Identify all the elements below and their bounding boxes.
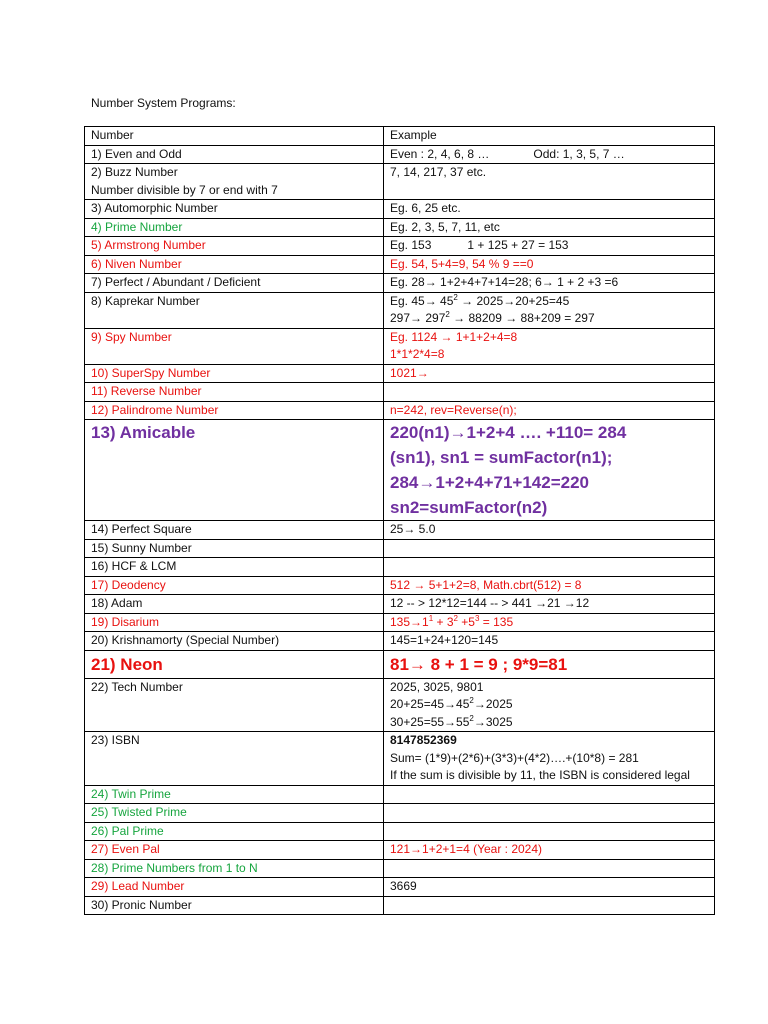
row-name: 15) Sunny Number xyxy=(85,539,384,558)
table-row xyxy=(85,200,715,219)
row-example xyxy=(384,785,715,804)
table-row xyxy=(85,613,715,632)
table-row xyxy=(85,632,715,651)
row-example xyxy=(384,859,715,878)
table-row xyxy=(85,678,715,732)
table-row xyxy=(85,521,715,540)
row-example: Eg. 1124 → 1+1+2+4=8 1*1*2*4=8 xyxy=(384,328,715,364)
row-name: 27) Even Pal xyxy=(85,841,384,860)
row-example: Even : 2, 4, 6, 8 … Odd: 1, 3, 5, 7 … xyxy=(384,145,715,164)
row-name: 18) Adam xyxy=(85,595,384,614)
row-name: 22) Tech Number xyxy=(85,678,384,732)
number-system-table xyxy=(84,126,715,915)
row-example: Eg. 153 1 + 125 + 27 = 153 xyxy=(384,237,715,256)
row-example: 8147852369 Sum= (1*9)+(2*6)+(3*3)+(4*2)….+(10*8) = 281 If the sum is divisible by 11, the ISBN is considered legal xyxy=(384,732,715,786)
row-name: 21) Neon xyxy=(85,650,384,678)
table-header-row xyxy=(85,127,715,146)
table-row xyxy=(85,841,715,860)
row-example: 25→ 5.0 xyxy=(384,521,715,540)
row-example: Eg. 28→ 1+2+4+7+14=28; 6→ 1 + 2 +3 =6 xyxy=(384,274,715,293)
page-title: Number System Programs: xyxy=(91,96,236,110)
table-row xyxy=(85,401,715,420)
row-example: 7, 14, 217, 37 etc. xyxy=(384,164,715,200)
row-example xyxy=(384,539,715,558)
row-example: 220(n1)→1+2+4 …. +110= 284 (sn1), sn1 = sumFactor(n1); 284→1+2+4+71+142=220 sn2=sumFactor(n2) xyxy=(384,420,715,521)
table-row xyxy=(85,576,715,595)
table-row xyxy=(85,328,715,364)
row-name: 4) Prime Number xyxy=(85,218,384,237)
table-row xyxy=(85,292,715,328)
row-name: 26) Pal Prime xyxy=(85,822,384,841)
table-row xyxy=(85,274,715,293)
row-name: 20) Krishnamorty (Special Number) xyxy=(85,632,384,651)
table-row xyxy=(85,383,715,402)
row-name: 29) Lead Number xyxy=(85,878,384,897)
table-row xyxy=(85,804,715,823)
table-row xyxy=(85,732,715,786)
table-row xyxy=(85,539,715,558)
row-example: 512 → 5+1+2=8, Math.cbrt(512) = 8 xyxy=(384,576,715,595)
row-name: 12) Palindrome Number xyxy=(85,401,384,420)
row-example xyxy=(384,558,715,577)
row-example: n=242, rev=Reverse(n); xyxy=(384,401,715,420)
table-row xyxy=(85,878,715,897)
row-name: 16) HCF & LCM xyxy=(85,558,384,577)
table-row xyxy=(85,237,715,256)
row-name: 9) Spy Number xyxy=(85,328,384,364)
row-example: $135\to 1^1 + 3^2 +5^3 = 135$ xyxy=(384,613,715,632)
row-name: 28) Prime Numbers from 1 to N xyxy=(85,859,384,878)
table-row xyxy=(85,255,715,274)
table-row xyxy=(85,896,715,915)
row-example xyxy=(384,383,715,402)
table-row xyxy=(85,785,715,804)
row-example xyxy=(384,822,715,841)
row-example xyxy=(384,896,715,915)
row-example: 145=1+24+120=145 xyxy=(384,632,715,651)
table-row xyxy=(85,164,715,200)
row-name: 7) Perfect / Abundant / Deficient xyxy=(85,274,384,293)
row-name: 8) Kaprekar Number xyxy=(85,292,384,328)
row-example: 81→ 8 + 1 = 9 ; 9*9=81 xyxy=(384,650,715,678)
table-row xyxy=(85,558,715,577)
row-name: 13) Amicable xyxy=(85,420,384,521)
row-example: Eg. 2, 3, 5, 7, 11, etc xyxy=(384,218,715,237)
header-number: Number xyxy=(85,127,384,146)
row-example: 3669 xyxy=(384,878,715,897)
table-row xyxy=(85,145,715,164)
row-name: 11) Reverse Number xyxy=(85,383,384,402)
table-row xyxy=(85,218,715,237)
row-name: 14) Perfect Square xyxy=(85,521,384,540)
row-name: 19) Disarium xyxy=(85,613,384,632)
row-example: 2025, 3025, 9801 $20+25=45\to 45^2\to 2025$ $30+25=55\to 55^2\to 3025$ xyxy=(384,678,715,732)
table-row xyxy=(85,859,715,878)
row-name: 30) Pronic Number xyxy=(85,896,384,915)
header-example: Example xyxy=(384,127,715,146)
table-row xyxy=(85,420,715,521)
table-row xyxy=(85,650,715,678)
table-row xyxy=(85,822,715,841)
row-example: Eg. 6, 25 etc. xyxy=(384,200,715,219)
table-row xyxy=(85,595,715,614)
row-example: Eg. 54, 5+4=9, 54 % 9 ==0 xyxy=(384,255,715,274)
row-name: 23) ISBN xyxy=(85,732,384,786)
row-name: 3) Automorphic Number xyxy=(85,200,384,219)
row-example xyxy=(384,804,715,823)
row-name: 24) Twin Prime xyxy=(85,785,384,804)
table-row xyxy=(85,364,715,383)
row-name: 17) Deodency xyxy=(85,576,384,595)
row-name: 2) Buzz Number Number divisible by 7 or end with 7 xyxy=(85,164,384,200)
row-example: 121→1+2+1=4 (Year : 2024) xyxy=(384,841,715,860)
row-name: 6) Niven Number xyxy=(85,255,384,274)
row-name: 25) Twisted Prime xyxy=(85,804,384,823)
row-example: 12 -- > 12*12=144 -- > 441 →21 →12 xyxy=(384,595,715,614)
row-example: 1021→ xyxy=(384,364,715,383)
row-name: 5) Armstrong Number xyxy=(85,237,384,256)
row-name: 10) SuperSpy Number xyxy=(85,364,384,383)
row-example: Eg. $45\to 45^2 \to 2025\to 20+25=45$ $297\to 297^2 \to 88209 \to 88+209 = 297$ xyxy=(384,292,715,328)
row-name: 1) Even and Odd xyxy=(85,145,384,164)
